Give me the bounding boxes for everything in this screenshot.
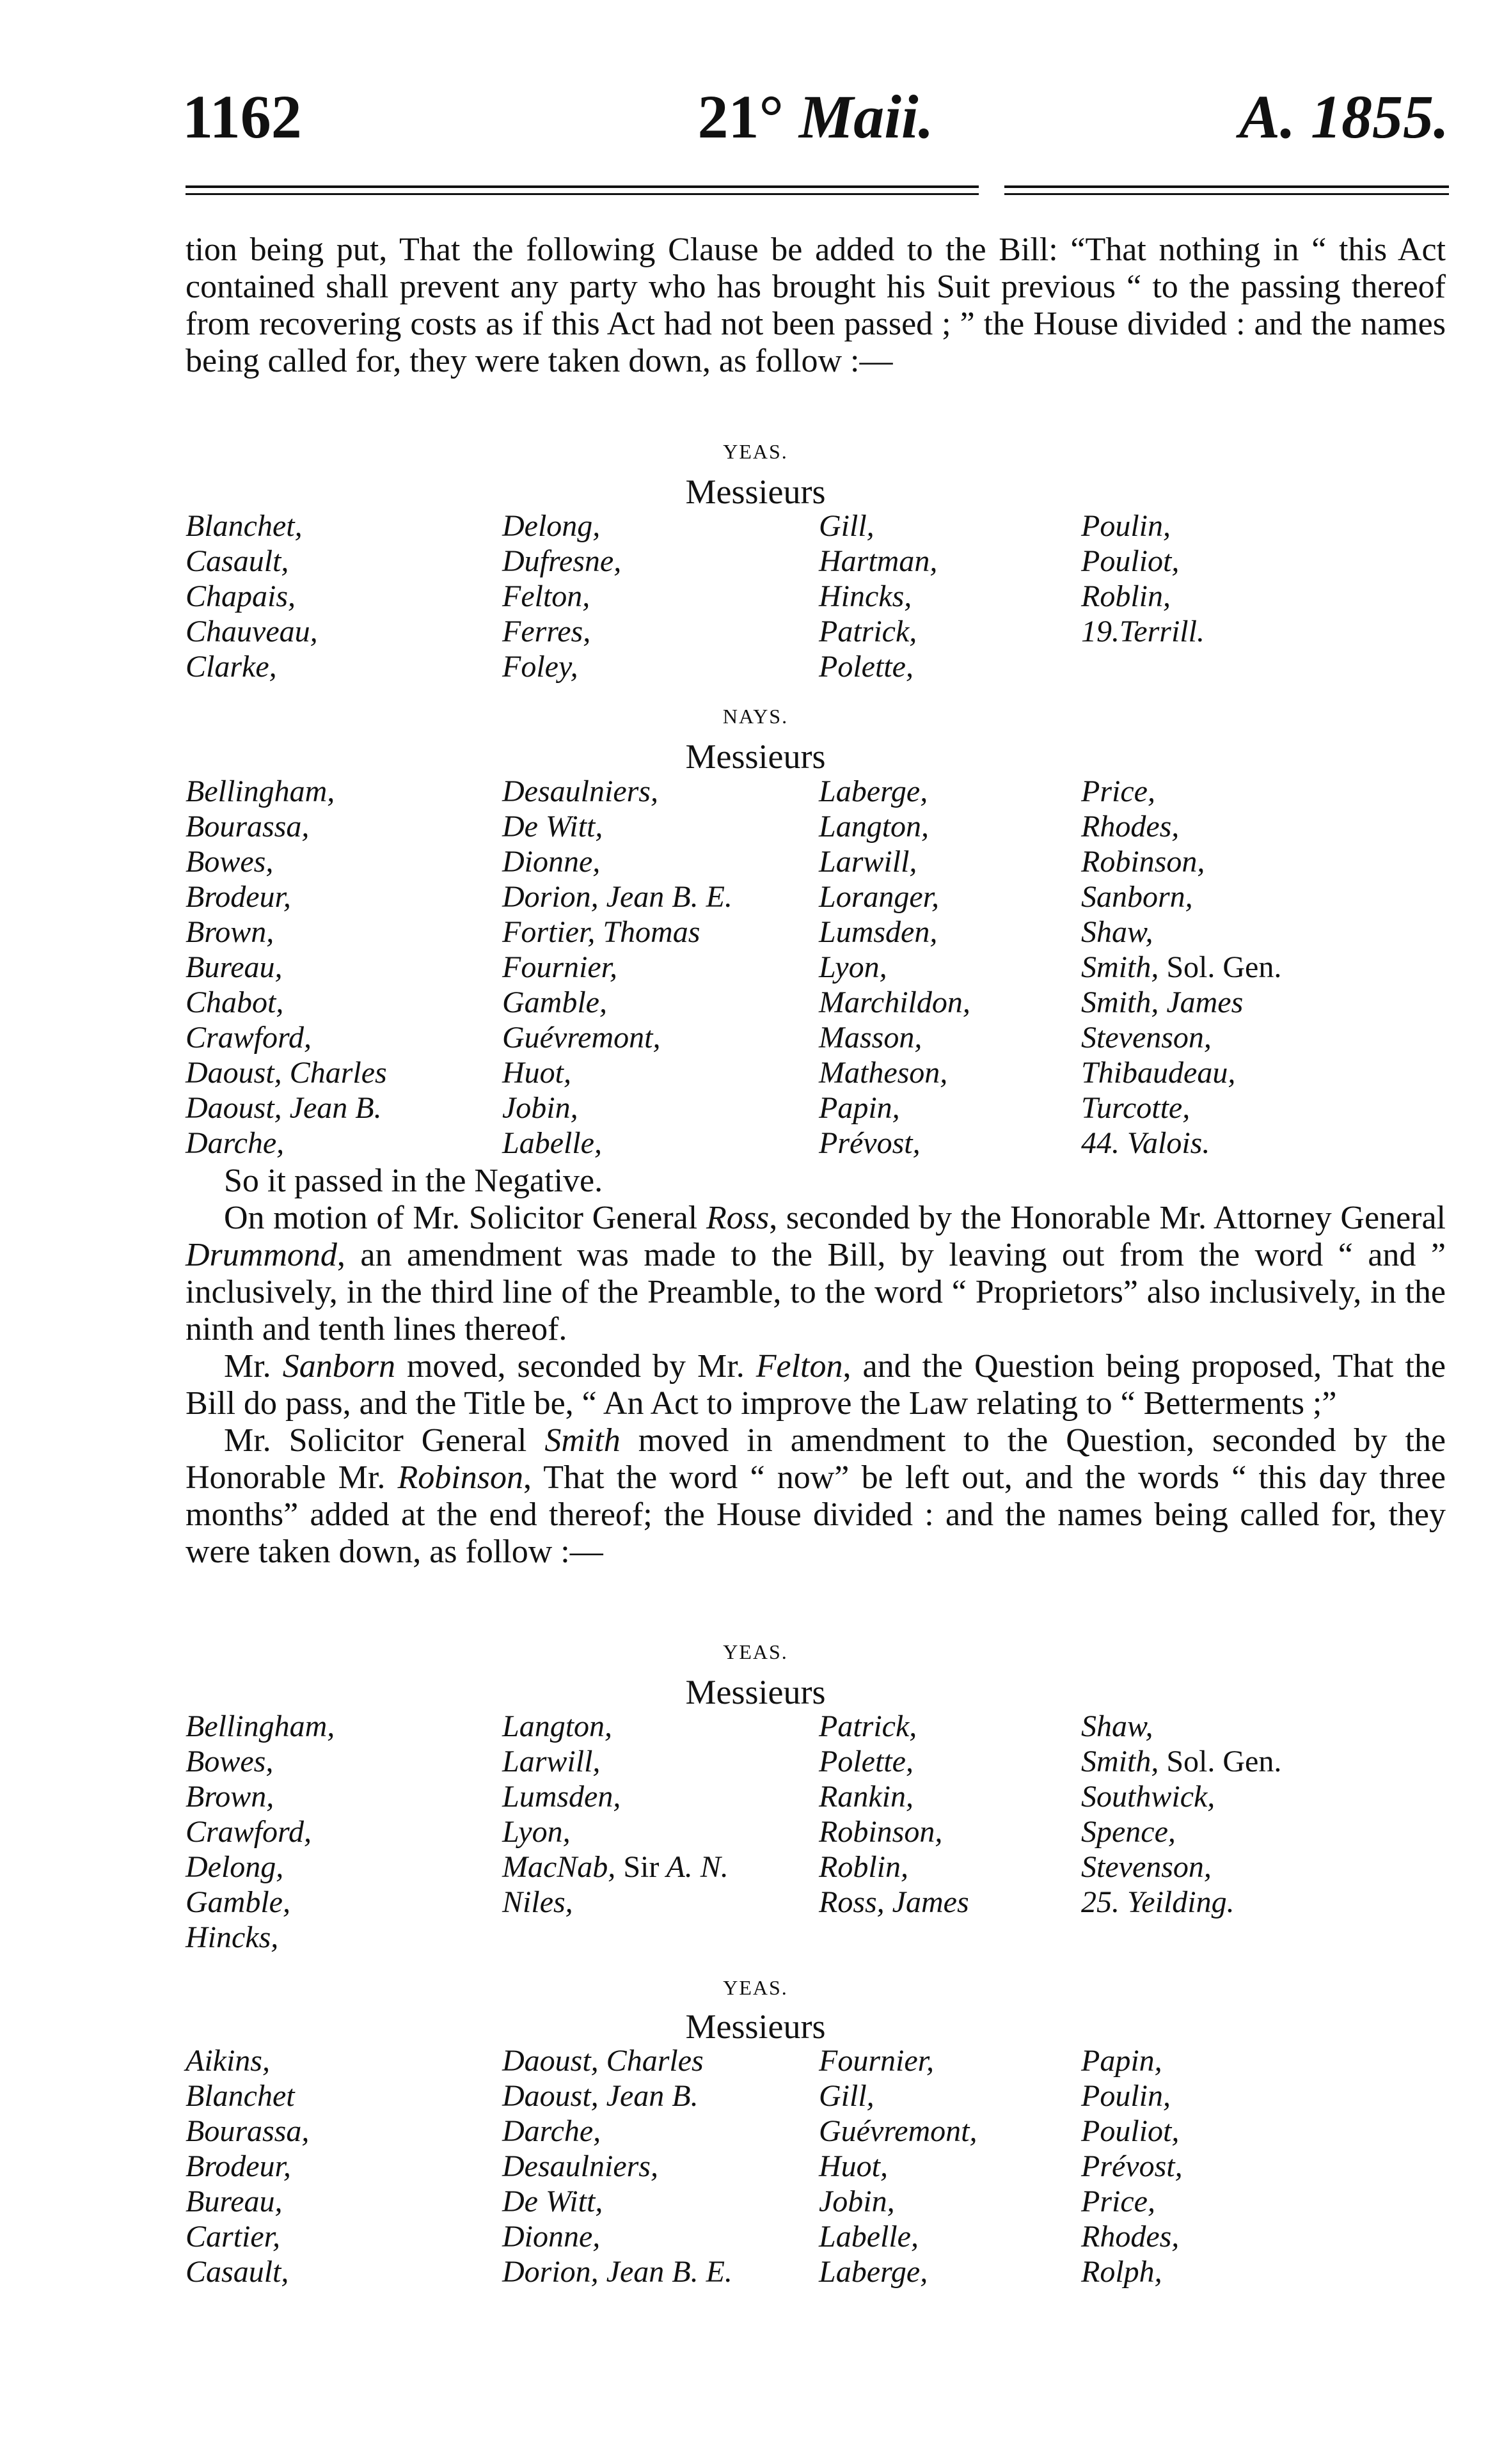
- header-month: Maii.: [798, 82, 934, 151]
- member-name: Crawford,: [186, 1815, 312, 1849]
- member-name: Chauveau,: [186, 615, 318, 648]
- member-name: Desaulniers,: [502, 2149, 658, 2183]
- member-name: Sanborn,: [1081, 880, 1193, 914]
- member-name: Southwick,: [1081, 1780, 1215, 1814]
- member-name: Rankin,: [819, 1780, 914, 1814]
- member-name: Patrick,: [819, 615, 917, 648]
- member-name: Blanchet: [186, 2079, 295, 2113]
- member-name: Poulin,: [1081, 509, 1171, 543]
- member-name: Jobin,: [819, 2185, 895, 2218]
- member-name-total: 19.Terrill.: [1081, 615, 1205, 648]
- member-name: Price,: [1081, 774, 1155, 808]
- member-name: Shaw,: [1081, 1709, 1153, 1743]
- member-name: Prévost,: [1081, 2149, 1183, 2183]
- running-header: [182, 82, 1449, 152]
- member-name: Bellingham,: [186, 774, 335, 808]
- member-name: Dufresne,: [502, 544, 622, 578]
- member-name: Patrick,: [819, 1709, 917, 1743]
- header-rule-right: [1004, 185, 1449, 201]
- member-name: Dorion, Jean B. E.: [502, 2255, 732, 2289]
- member-name: Papin,: [819, 1091, 900, 1125]
- member-name: Clarke,: [186, 650, 277, 684]
- member-name: Bowes,: [186, 845, 274, 879]
- member-name: Bourassa,: [186, 2114, 310, 2148]
- member-name: Daoust, Charles: [502, 2044, 704, 2078]
- division-label-yeas-3: YEAS.: [723, 1976, 788, 1999]
- member-name: Robinson,: [819, 1815, 943, 1849]
- member-name: Thibaudeau,: [1081, 1056, 1236, 1090]
- name-column-2: [502, 2043, 822, 2289]
- opening-paragraph: [186, 231, 1446, 380]
- member-name: Hincks,: [819, 579, 912, 613]
- member-name: Guévremont,: [819, 2114, 977, 2148]
- member-name: Shaw,: [1081, 915, 1153, 949]
- member-name: Loranger,: [819, 880, 940, 914]
- member-name: Langton,: [819, 810, 930, 844]
- member-name-total: 25. Yeilding.: [1081, 1885, 1235, 1919]
- member-name: Jobin,: [502, 1091, 578, 1125]
- member-surname: Sanborn: [282, 1348, 395, 1385]
- name-column-4: [1081, 508, 1401, 649]
- name-column-1: [186, 508, 505, 684]
- member-name: Rhodes,: [1081, 2220, 1180, 2254]
- member-name: Gamble,: [186, 1885, 290, 1919]
- name-column-1: [186, 1709, 505, 1955]
- member-name: Cartier,: [186, 2220, 281, 2254]
- member-name: Rolph,: [1081, 2255, 1162, 2289]
- member-name: Dionne,: [502, 845, 601, 879]
- member-name: Lyon,: [819, 950, 887, 984]
- member-name: Delong,: [502, 509, 601, 543]
- member-name: Hincks,: [186, 1920, 279, 1954]
- header-day: 21°: [697, 82, 784, 151]
- member-name: Bourassa,: [186, 810, 310, 844]
- member-name: Dorion, Jean B. E.: [502, 880, 732, 914]
- member-name: Daoust, Jean B.: [186, 1091, 382, 1125]
- member-name: Spence,: [1081, 1815, 1176, 1849]
- member-surname: MacNab,: [502, 1850, 616, 1884]
- name-column-2: [502, 774, 822, 1161]
- name-column-1: [186, 774, 505, 1161]
- member-name: Fournier,: [819, 2044, 934, 2078]
- member-name: Lumsden,: [502, 1780, 621, 1814]
- member-name: Gill,: [819, 509, 874, 543]
- member-surname: Ross: [706, 1200, 770, 1236]
- member-name: Daoust, Charles: [186, 1056, 387, 1090]
- member-name: Crawford,: [186, 1021, 312, 1055]
- member-name: [502, 1849, 822, 1885]
- member-name: Price,: [1081, 2185, 1155, 2218]
- member-name: Brodeur,: [186, 880, 291, 914]
- member-name: Delong,: [186, 1850, 284, 1884]
- header-rule-left: [186, 185, 979, 201]
- proceedings-text: [186, 1163, 1446, 1571]
- member-name: Poulin,: [1081, 2079, 1171, 2113]
- member-name-total: 44. Valois.: [1081, 1126, 1210, 1160]
- member-name: Prévost,: [819, 1126, 921, 1160]
- name-column-4: [1081, 1709, 1401, 1920]
- member-name: [1081, 950, 1401, 985]
- member-name: Polette,: [819, 650, 914, 684]
- page-number: 1162: [182, 82, 302, 151]
- name-column-1: [186, 2043, 505, 2289]
- member-name: Casault,: [186, 2255, 289, 2289]
- member-name: Pouliot,: [1081, 544, 1180, 578]
- member-name: Foley,: [502, 650, 578, 684]
- member-office: Sol. Gen.: [1166, 950, 1282, 984]
- member-name: Brown,: [186, 1780, 274, 1814]
- member-name: Bureau,: [186, 2185, 283, 2218]
- member-name: Niles,: [502, 1885, 573, 1919]
- member-name: Huot,: [819, 2149, 888, 2183]
- member-name: Larwill,: [502, 1745, 601, 1778]
- member-surname: Drummond: [186, 1237, 337, 1273]
- motion-paragraph-2: Mr. Sanborn moved, seconded by Mr. Felton, and the Question being proposed, That the Bill do pass, and the Title be, “ An Act to improve the Law relating to “ Betterments ;”: [186, 1348, 1446, 1422]
- member-name: Roblin,: [819, 1850, 908, 1884]
- member-name: Chabot,: [186, 985, 284, 1019]
- member-name: [1081, 1744, 1401, 1779]
- member-name: Polette,: [819, 1745, 914, 1778]
- member-name: Chapais,: [186, 579, 296, 613]
- member-name: Laberge,: [819, 2255, 928, 2289]
- member-name: Stevenson,: [1081, 1850, 1212, 1884]
- member-name: Stevenson,: [1081, 1021, 1212, 1055]
- member-name: Gill,: [819, 2079, 874, 2113]
- motion-paragraph-3: Mr. Solicitor General Smith moved in amendment to the Question, seconded by the Honorable Mr. Robinson, That the word “ now” be left out, and the words “ this day three months” added at the end thereof; the House divided : and the names being called for, they were taken down, as follow :—: [186, 1422, 1446, 1570]
- paragraph-text: tion being put, That the following Clause be added to the Bill: “That nothing in “ this Act contained shall prevent any party who has brought his Suit previous “ to the passing thereof from recovering costs as if this Act had not been passed ; ” the House divided : and the names being called for, they were taken down, as follow :—: [186, 231, 1446, 379]
- name-column-2: [502, 1709, 822, 1920]
- member-initials: A. N.: [666, 1850, 729, 1884]
- member-name: Brodeur,: [186, 2149, 291, 2183]
- member-name: Brown,: [186, 915, 274, 949]
- member-surname: Smith: [544, 1422, 621, 1459]
- member-name: Labelle,: [502, 1126, 602, 1160]
- member-name: Marchildon,: [819, 985, 970, 1019]
- member-name: Pouliot,: [1081, 2114, 1180, 2148]
- member-name: Huot,: [502, 1056, 571, 1090]
- member-name: Bowes,: [186, 1745, 274, 1778]
- member-name: Hartman,: [819, 544, 938, 578]
- member-name: Gamble,: [502, 985, 607, 1019]
- division-label-nays: NAYS.: [722, 705, 789, 728]
- member-name: Masson,: [819, 1021, 922, 1055]
- member-name: Larwill,: [819, 845, 917, 879]
- motion-paragraph-1: On motion of Mr. Solicitor General Ross, seconded by the Honorable Mr. Attorney General Drummond, an amendment was made to the Bill, by leaving out from the word “ and ” inclusively, in the third line of the Preamble, to the word “ Proprietors” also inclusively, in the ninth and tenth lines thereof.: [186, 1200, 1446, 1347]
- member-name: Casault,: [186, 544, 289, 578]
- member-name: Fortier, Thomas: [502, 915, 700, 949]
- member-name: Matheson,: [819, 1056, 948, 1090]
- member-name: Felton,: [502, 579, 590, 613]
- member-name: Fournier,: [502, 950, 617, 984]
- member-name: Guévremont,: [502, 1021, 661, 1055]
- member-name: Langton,: [502, 1709, 613, 1743]
- member-name: Bellingham,: [186, 1709, 335, 1743]
- name-column-2: [502, 508, 822, 684]
- member-name: Papin,: [1081, 2044, 1162, 2078]
- member-name: Lyon,: [502, 1815, 571, 1849]
- messieurs-heading-4: Messieurs: [685, 2007, 826, 2046]
- member-title: Sir: [623, 1850, 660, 1884]
- member-name: Blanchet,: [186, 509, 303, 543]
- messieurs-heading-3: Messieurs: [685, 1673, 826, 1711]
- name-column-4: [1081, 2043, 1401, 2289]
- messieurs-heading-2: Messieurs: [685, 737, 826, 776]
- division-label-yeas-1: YEAS.: [723, 440, 788, 463]
- member-surname: Smith,: [1081, 950, 1159, 984]
- member-name: Darche,: [502, 2114, 601, 2148]
- header-year: A. 1855.: [1238, 82, 1449, 151]
- member-name: Robinson,: [1081, 845, 1205, 879]
- member-name: Labelle,: [819, 2220, 919, 2254]
- division-label-yeas-2: YEAS.: [723, 1640, 788, 1663]
- member-name: Laberge,: [819, 774, 928, 808]
- name-column-4: [1081, 774, 1401, 1161]
- member-name: Ferres,: [502, 615, 591, 648]
- member-name: Turcotte,: [1081, 1091, 1191, 1125]
- member-name: De Witt,: [502, 810, 603, 844]
- member-surname: Felton: [756, 1348, 843, 1385]
- negative-result: So it passed in the Negative.: [224, 1163, 603, 1199]
- member-name: Bureau,: [186, 950, 283, 984]
- member-name: Darche,: [186, 1126, 285, 1160]
- messieurs-heading-1: Messieurs: [685, 473, 826, 511]
- member-name: Daoust, Jean B.: [502, 2079, 699, 2113]
- member-name: Lumsden,: [819, 915, 938, 949]
- member-name: Ross, James: [819, 1885, 969, 1919]
- member-name: Desaulniers,: [502, 774, 658, 808]
- member-name: Smith, James: [1081, 985, 1244, 1019]
- member-surname: Smith,: [1081, 1745, 1159, 1778]
- member-surname: Robinson: [397, 1459, 523, 1496]
- member-office: Sol. Gen.: [1166, 1745, 1282, 1778]
- member-name: Aikins,: [186, 2044, 270, 2078]
- member-name: Rhodes,: [1081, 810, 1180, 844]
- member-name: Dionne,: [502, 2220, 601, 2254]
- member-name: De Witt,: [502, 2185, 603, 2218]
- member-name: Roblin,: [1081, 579, 1171, 613]
